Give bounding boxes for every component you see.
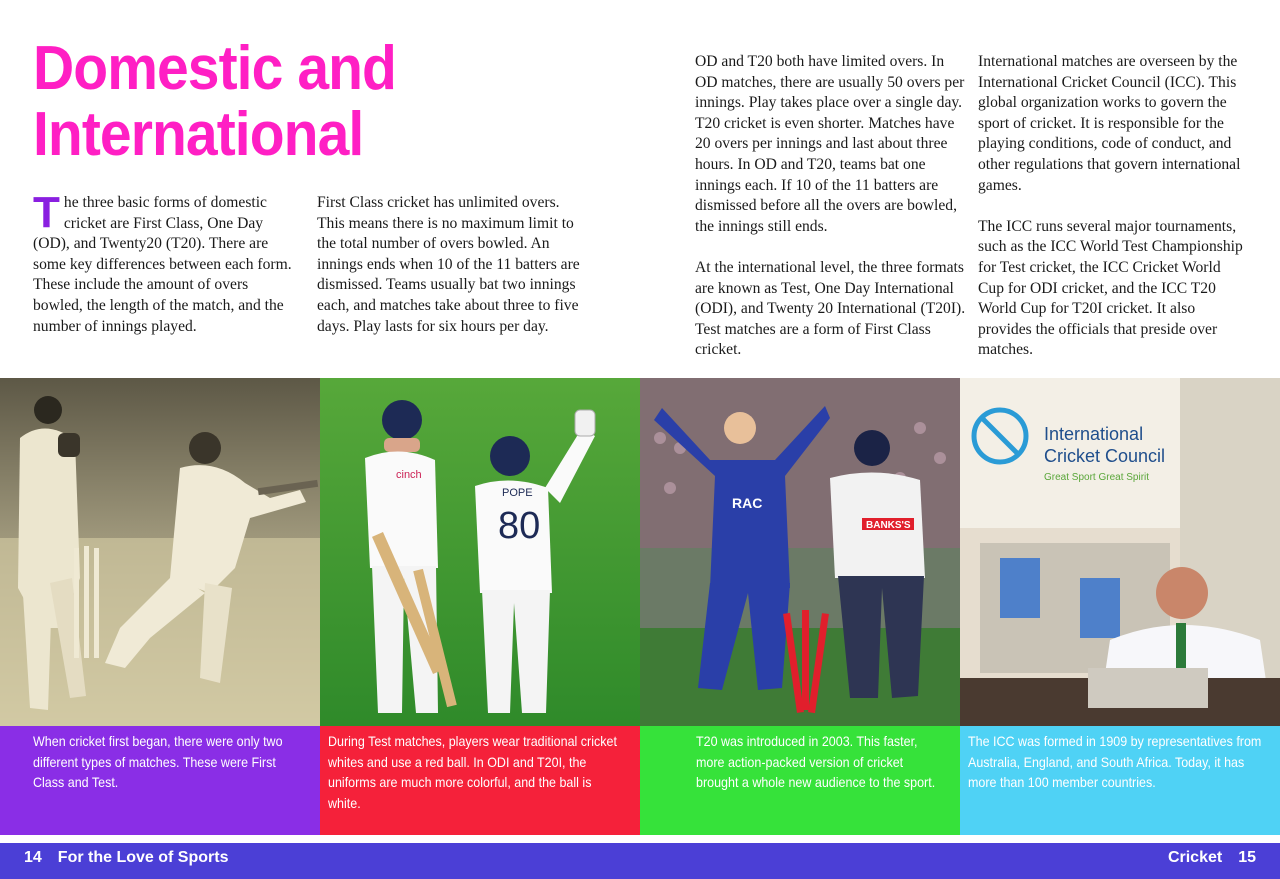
column-4-paragraph-1: International matches are overseen by the International Cricket Council (ICC). This global organization works to govern the sport of cricket. It is responsible for the playing conditions, code of conduct, and other regulations that govern international games. bbox=[978, 53, 1241, 194]
photo-test-players bbox=[320, 378, 640, 726]
right-page-number: 15 bbox=[1238, 849, 1256, 866]
drop-cap: T bbox=[33, 188, 60, 237]
body-column-3 bbox=[695, 52, 967, 361]
title-line-1: Domestic and bbox=[33, 34, 396, 103]
column-3-paragraph-1: OD and T20 both have limited overs. In OD matches, there are usually 50 overs per innings. Play takes place over a single day. T20 cricket is even shorter. Matches have 20 overs per innings and last about three hours. In OD and T20, teams bat one innings each. If 10 of the 11 batters are dismissed before all the overs are bowled, the innings still ends. bbox=[695, 53, 965, 235]
body-column-2 bbox=[317, 193, 585, 337]
icc-banner-line-1: International bbox=[1044, 424, 1144, 444]
jersey-logo-text: RAC bbox=[732, 495, 763, 511]
page-title bbox=[33, 36, 396, 168]
caption-vintage-text: When cricket first began, there were only two different types of matches. These were First Class and Test. bbox=[33, 734, 283, 791]
photo-strip bbox=[0, 378, 1280, 726]
icc-banner-line-2: Cricket Council bbox=[1044, 446, 1166, 466]
column-4-paragraph-2: The ICC runs several major tournaments, such as the ICC World Test Championship for Test cricket, the ICC Cricket World Cup for ODI cricket, and the ICC T20 World Cup for T20I cricket. It also provides the officials that preside over matches. bbox=[978, 217, 1243, 359]
sponsor-patch-text: BANKS'S bbox=[866, 520, 911, 531]
column-2-text: First Class cricket has unlimited overs. This means there is no maximum limit to the total number of overs bowled. An innings ends when 10 of the 11 batters are dismissed. Teams usually bat two innings each, and matches take about three to five days. Play lasts for six hours per day. bbox=[317, 194, 580, 335]
caption-test-text: During Test matches, players wear traditional cricket whites and use a red ball. In ODI and T20I, the uniforms are much more colorful, and the ball is white. bbox=[328, 734, 617, 811]
shirt-number-text: 80 bbox=[498, 505, 541, 547]
shirt-name-text: POPE bbox=[502, 487, 533, 499]
icc-banner-tagline: Great Sport Great Spirit bbox=[1044, 472, 1150, 483]
photo-vintage-cricket bbox=[0, 378, 320, 726]
column-1-text: he three basic forms of domestic cricket are First Class, One Day (OD), and Twenty20 (T20). There are some key differences between each form. These include the amount of overs bowled, the length of the match, and the number of innings played. bbox=[33, 194, 292, 335]
photo-icc-office bbox=[960, 378, 1280, 726]
book-title: For the Love of Sports bbox=[57, 849, 229, 866]
chapter-title: Cricket bbox=[1167, 849, 1223, 866]
shirt-sponsor-text: cinch bbox=[396, 469, 422, 481]
body-column-4 bbox=[978, 52, 1248, 361]
caption-icc bbox=[960, 726, 1280, 835]
title-line-2: International bbox=[33, 100, 364, 169]
body-column-1 bbox=[33, 188, 298, 337]
left-page-number: 14 bbox=[24, 849, 42, 866]
caption-icc-text: The ICC was formed in 1909 by representatives from Australia, England, and South Africa. Today, it has more than 100 member countries. bbox=[968, 734, 1262, 791]
caption-test bbox=[320, 726, 640, 835]
caption-t20 bbox=[640, 726, 960, 835]
column-3-paragraph-2: At the international level, the three formats are known as Test, One Day International (ODI), and Twenty 20 International (T20I). Test matches are a form of First Class cricket. bbox=[695, 258, 966, 359]
page-footer bbox=[0, 843, 1280, 879]
caption-t20-text: T20 was introduced in 2003. This faster, more action-packed version of cricket brought a whole new audience to the sport. bbox=[696, 734, 936, 791]
caption-vintage bbox=[0, 726, 320, 835]
photo-t20-match bbox=[640, 378, 960, 726]
